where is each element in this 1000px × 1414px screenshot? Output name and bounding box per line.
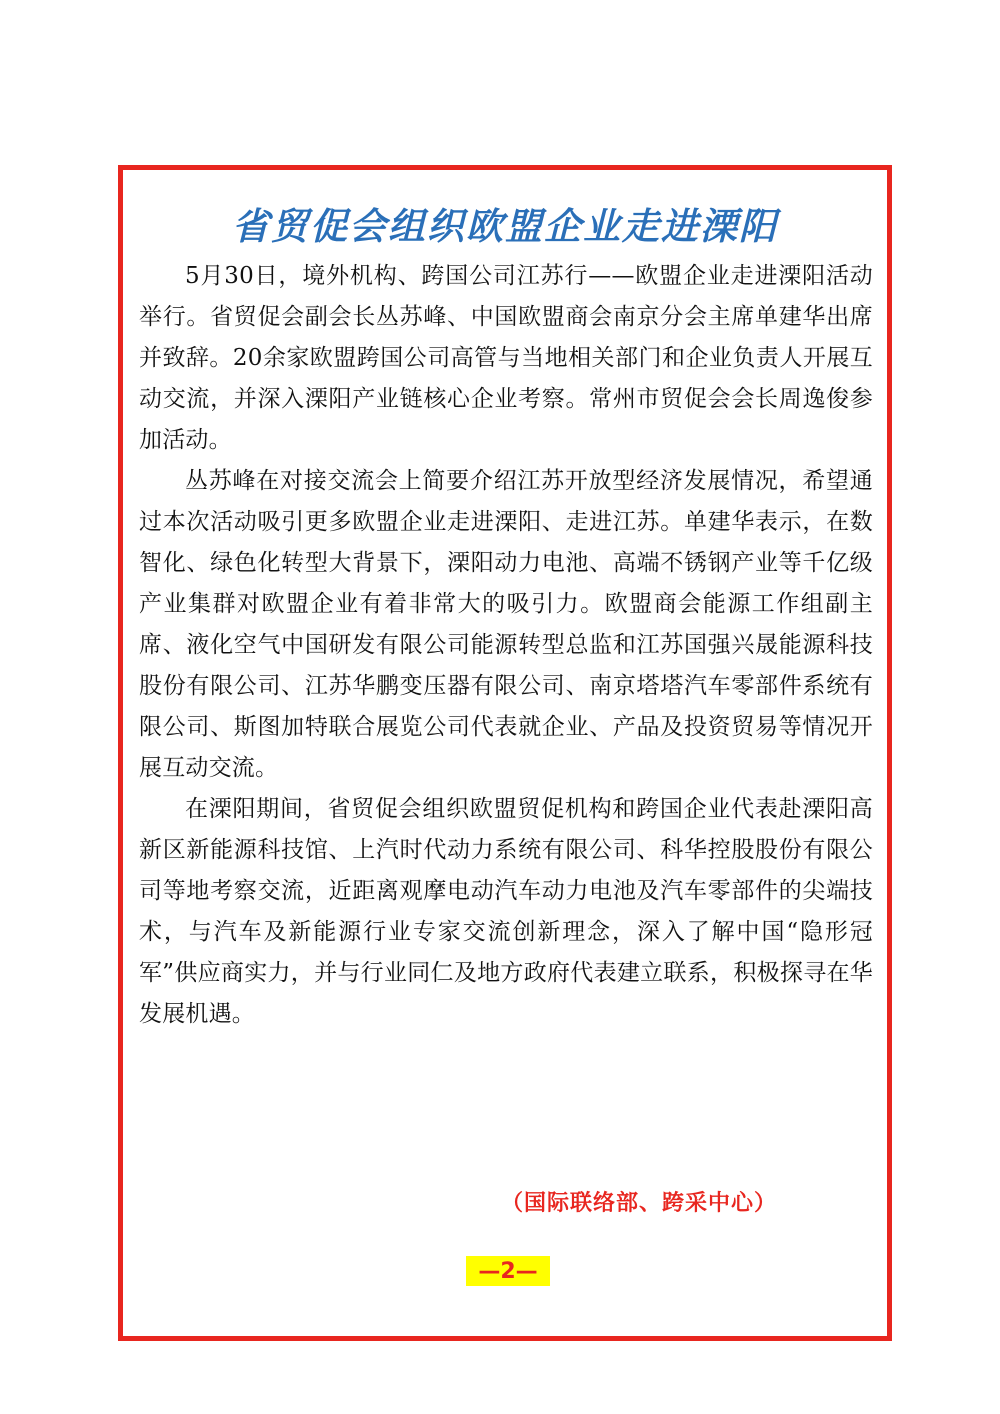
article-title: 省贸促会组织欧盟企业走进溧阳 [232,204,778,248]
article-body [139,256,873,1035]
page-number: —2— [466,1256,550,1286]
paragraph-3: 在溧阳期间，省贸促会组织欧盟贸促机构和跨国企业代表赴溧阳高新区新能源科技馆、上汽时代动力系统有限公司、科华控股股份有限公司等地考察交流，近距离观摩电动汽车动力电池及汽车零部件的尖端技术，与汽车及新能源行业专家交流创新理念，深入了解中国“隐形冠军”供应商实力，并与行业同仁及地方政府代表建立联系，积极探寻在华发展机遇。 [139,796,873,1027]
page-frame [118,165,892,1341]
article-signature: （国际联络部、跨采中心） [500,1190,777,1216]
paragraph-1: 5月30日，境外机构、跨国公司江苏行——欧盟企业走进溧阳活动举行。省贸促会副会长丛苏峰、中国欧盟商会南京分会主席单建华出席并致辞。20余家欧盟跨国公司高管与当地相关部门和企业负责人开展互动交流，并深入溧阳产业链核心企业考察。常州市贸促会会长周逸俊参加活动。 [139,263,873,453]
paragraph-2: 丛苏峰在对接交流会上简要介绍江苏开放型经济发展情况，希望通过本次活动吸引更多欧盟企业走进溧阳、走进江苏。单建华表示，在数智化、绿色化转型大背景下，溧阳动力电池、高端不锈钢产业等千亿级产业集群对欧盟企业有着非常大的吸引力。欧盟商会能源工作组副主席、液化空气中国研发有限公司能源转型总监和江苏国强兴晟能源科技股份有限公司、江苏华鹏变压器有限公司、南京塔塔汽车零部件系统有限公司、斯图加特联合展览公司代表就企业、产品及投资贸易等情况开展互动交流。 [139,468,873,781]
